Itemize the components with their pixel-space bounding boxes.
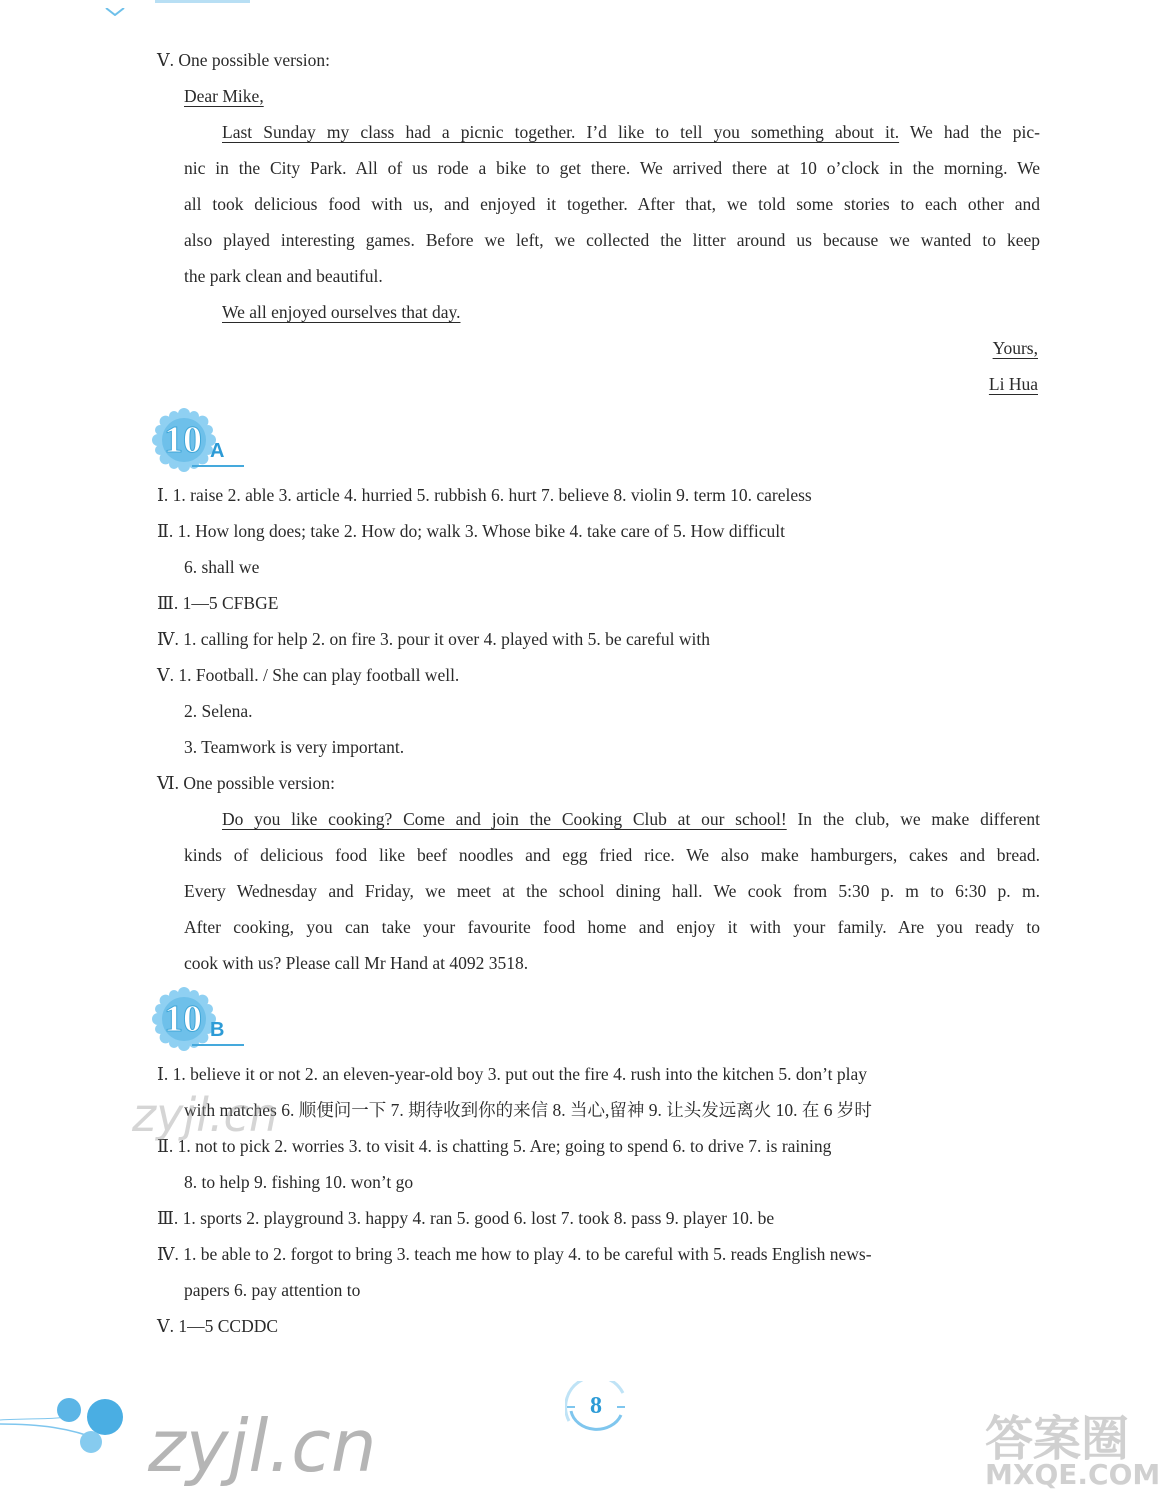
letter-line-5: the park clean and beautiful. xyxy=(184,266,383,286)
b-line-4: 8. to help 9. fishing 10. won’t go xyxy=(184,1172,414,1192)
badge-underline xyxy=(192,1044,244,1046)
letter-line-2: nic in the City Park. All of us rode a bike to get there. We arrived there at 10 o’clock in the morning. We xyxy=(184,158,1040,178)
a-line-7: 2. Selena. xyxy=(184,701,253,721)
a-line-1: Ⅰ. 1. raise 2. able 3. article 4. hurried 5. rubbish 6. hurt 7. believe 8. violin 9. term 10. careless xyxy=(157,485,812,505)
section-heading: Ⅴ. One possible version: xyxy=(157,50,331,70)
a-para-line-5: cook with us? Please call Mr Hand at 4092 3518. xyxy=(184,953,529,973)
a-line-8: 3. Teamwork is very important. xyxy=(184,737,405,757)
b-line-6: Ⅳ. 1. be able to 2. forgot to bring 3. teach me how to play 4. to be careful with 5. reads English news- xyxy=(157,1244,872,1264)
b-line-2: with matches 6. 顺便问一下 7. 期待收到你的来信 8. 当心,留神 9. 让头发远离火 10. 在 6 岁时 xyxy=(184,1100,872,1120)
watermark-right-bottom: MXQE.COM xyxy=(985,1458,1161,1491)
a-para-underlined: Do you like cooking? Come and join the Cooking Club at our school! xyxy=(222,809,787,829)
b-line-7: papers 6. pay attention to xyxy=(184,1280,361,1300)
letter-sign-off: Yours, xyxy=(992,338,1038,358)
a-para-line-4: After cooking, you can take your favourite food home and enjoy it with your family. Are you ready to xyxy=(184,917,1040,937)
letter-line-1-rest: We had the pic- xyxy=(899,122,1040,142)
a-para-line-2: kinds of delicious food like beef noodles and egg fried rice. We also make hamburgers, cakes and bread. xyxy=(184,845,1040,865)
badge-number: 10 xyxy=(164,419,202,461)
a-para-line-1-rest: In the club, we make different xyxy=(786,809,1040,829)
b-line-1: Ⅰ. 1. believe it or not 2. an eleven-year-old boy 3. put out the fire 4. rush into the kitchen 5. don’t play xyxy=(157,1064,867,1084)
page-number: 8 xyxy=(590,1393,602,1419)
letter-opening-underlined: Last Sunday my class had a picnic together. I’d like to tell you something about it. xyxy=(222,122,900,142)
badge-number: 10 xyxy=(164,998,202,1040)
a-line-6: Ⅴ. 1. Football. / She can play football well. xyxy=(157,665,460,685)
a-line-5: Ⅳ. 1. calling for help 2. on fire 3. pour it over 4. played with 5. be careful with xyxy=(157,629,711,649)
footer-bubbles-decoration xyxy=(0,1390,140,1460)
badge-letter: B xyxy=(210,1019,225,1041)
letter-signature: Li Hua xyxy=(988,374,1038,394)
section-badge-10b xyxy=(152,989,244,1049)
badge-letter: A xyxy=(210,440,225,462)
watermark-right-top: 答案圈 xyxy=(985,1411,1130,1467)
a-line-4: Ⅲ. 1—5 CFBGE xyxy=(157,593,279,613)
a-para-line-3: Every Wednesday and Friday, we meet at the school dining hall. We cook from 5:30 p. m to 6:30 p. m. xyxy=(184,881,1040,901)
section-badge-10a xyxy=(152,410,244,470)
a-line-9: Ⅵ. One possible version: xyxy=(157,773,335,793)
b-line-8: Ⅴ. 1—5 CCDDC xyxy=(157,1316,279,1336)
b-line-3: Ⅱ. 1. not to pick 2. worries 3. to visit 4. is chatting 5. Are; going to spend 6. to drive 7. is raining xyxy=(157,1136,832,1156)
letter-line-3: all took delicious food with us, and enjoyed it together. After that, we told some stories to each other and xyxy=(184,194,1040,214)
badge-underline xyxy=(192,465,244,467)
header-logo-icon xyxy=(104,0,126,8)
letter-closing-line: We all enjoyed ourselves that day. xyxy=(222,302,461,322)
letter-line-4: also played interesting games. Before we left, we collected the litter around us because we wanted to keep xyxy=(184,230,1040,250)
a-line-3: 6. shall we xyxy=(184,557,260,577)
watermark-bottom: zyjl.cn xyxy=(148,1404,377,1488)
b-line-5: Ⅲ. 1. sports 2. playground 3. happy 4. ran 5. good 6. lost 7. took 8. pass 9. player 10. be xyxy=(157,1208,775,1228)
header-rule xyxy=(155,0,250,3)
watermark-mid: zyjl.cn xyxy=(132,1088,278,1142)
letter-line-1 xyxy=(184,121,1040,143)
letter-salutation: Dear Mike, xyxy=(184,86,264,106)
a-line-2: Ⅱ. 1. How long does; take 2. How do; walk 3. Whose bike 4. take care of 5. How difficult xyxy=(157,521,785,541)
a-para-line-1 xyxy=(184,808,1040,830)
